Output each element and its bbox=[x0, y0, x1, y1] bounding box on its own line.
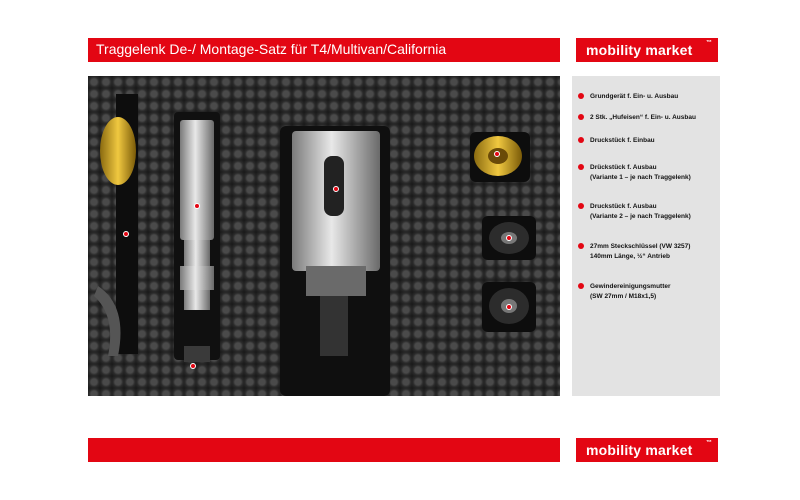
trademark-icon: ™ bbox=[706, 40, 712, 46]
bullet-icon bbox=[578, 243, 584, 249]
product-photo bbox=[88, 76, 560, 396]
main-nut bbox=[306, 266, 366, 296]
bullet-icon bbox=[578, 93, 584, 99]
marker-part bbox=[494, 151, 500, 157]
main-spindle bbox=[320, 296, 348, 356]
legend-panel bbox=[572, 76, 720, 396]
brand-logo-top bbox=[576, 38, 718, 62]
footer-bar bbox=[88, 438, 560, 462]
marker-part bbox=[194, 203, 200, 209]
brand-logo-bottom bbox=[576, 438, 718, 462]
bullet-icon bbox=[578, 137, 584, 143]
bullet-icon bbox=[578, 164, 584, 170]
marker-part bbox=[123, 231, 129, 237]
bullet-icon bbox=[578, 283, 584, 289]
socket-long bbox=[180, 120, 214, 240]
gold-bearing-left bbox=[100, 117, 136, 185]
marker-part bbox=[506, 304, 512, 310]
bullet-icon bbox=[578, 203, 584, 209]
brand-logo-text: mobility market bbox=[586, 42, 693, 58]
title-bar bbox=[88, 38, 560, 62]
small-nut bbox=[184, 346, 210, 362]
marker-part bbox=[190, 363, 196, 369]
brand-logo-text: mobility market bbox=[586, 442, 693, 458]
marker-part bbox=[506, 235, 512, 241]
tool-illustration bbox=[88, 76, 560, 396]
bullet-icon bbox=[578, 114, 584, 120]
trademark-icon: ™ bbox=[706, 440, 712, 446]
page-title: Traggelenk De-/ Montage-Satz für T4/Multivan/California bbox=[96, 41, 447, 57]
marker-part bbox=[333, 186, 339, 192]
